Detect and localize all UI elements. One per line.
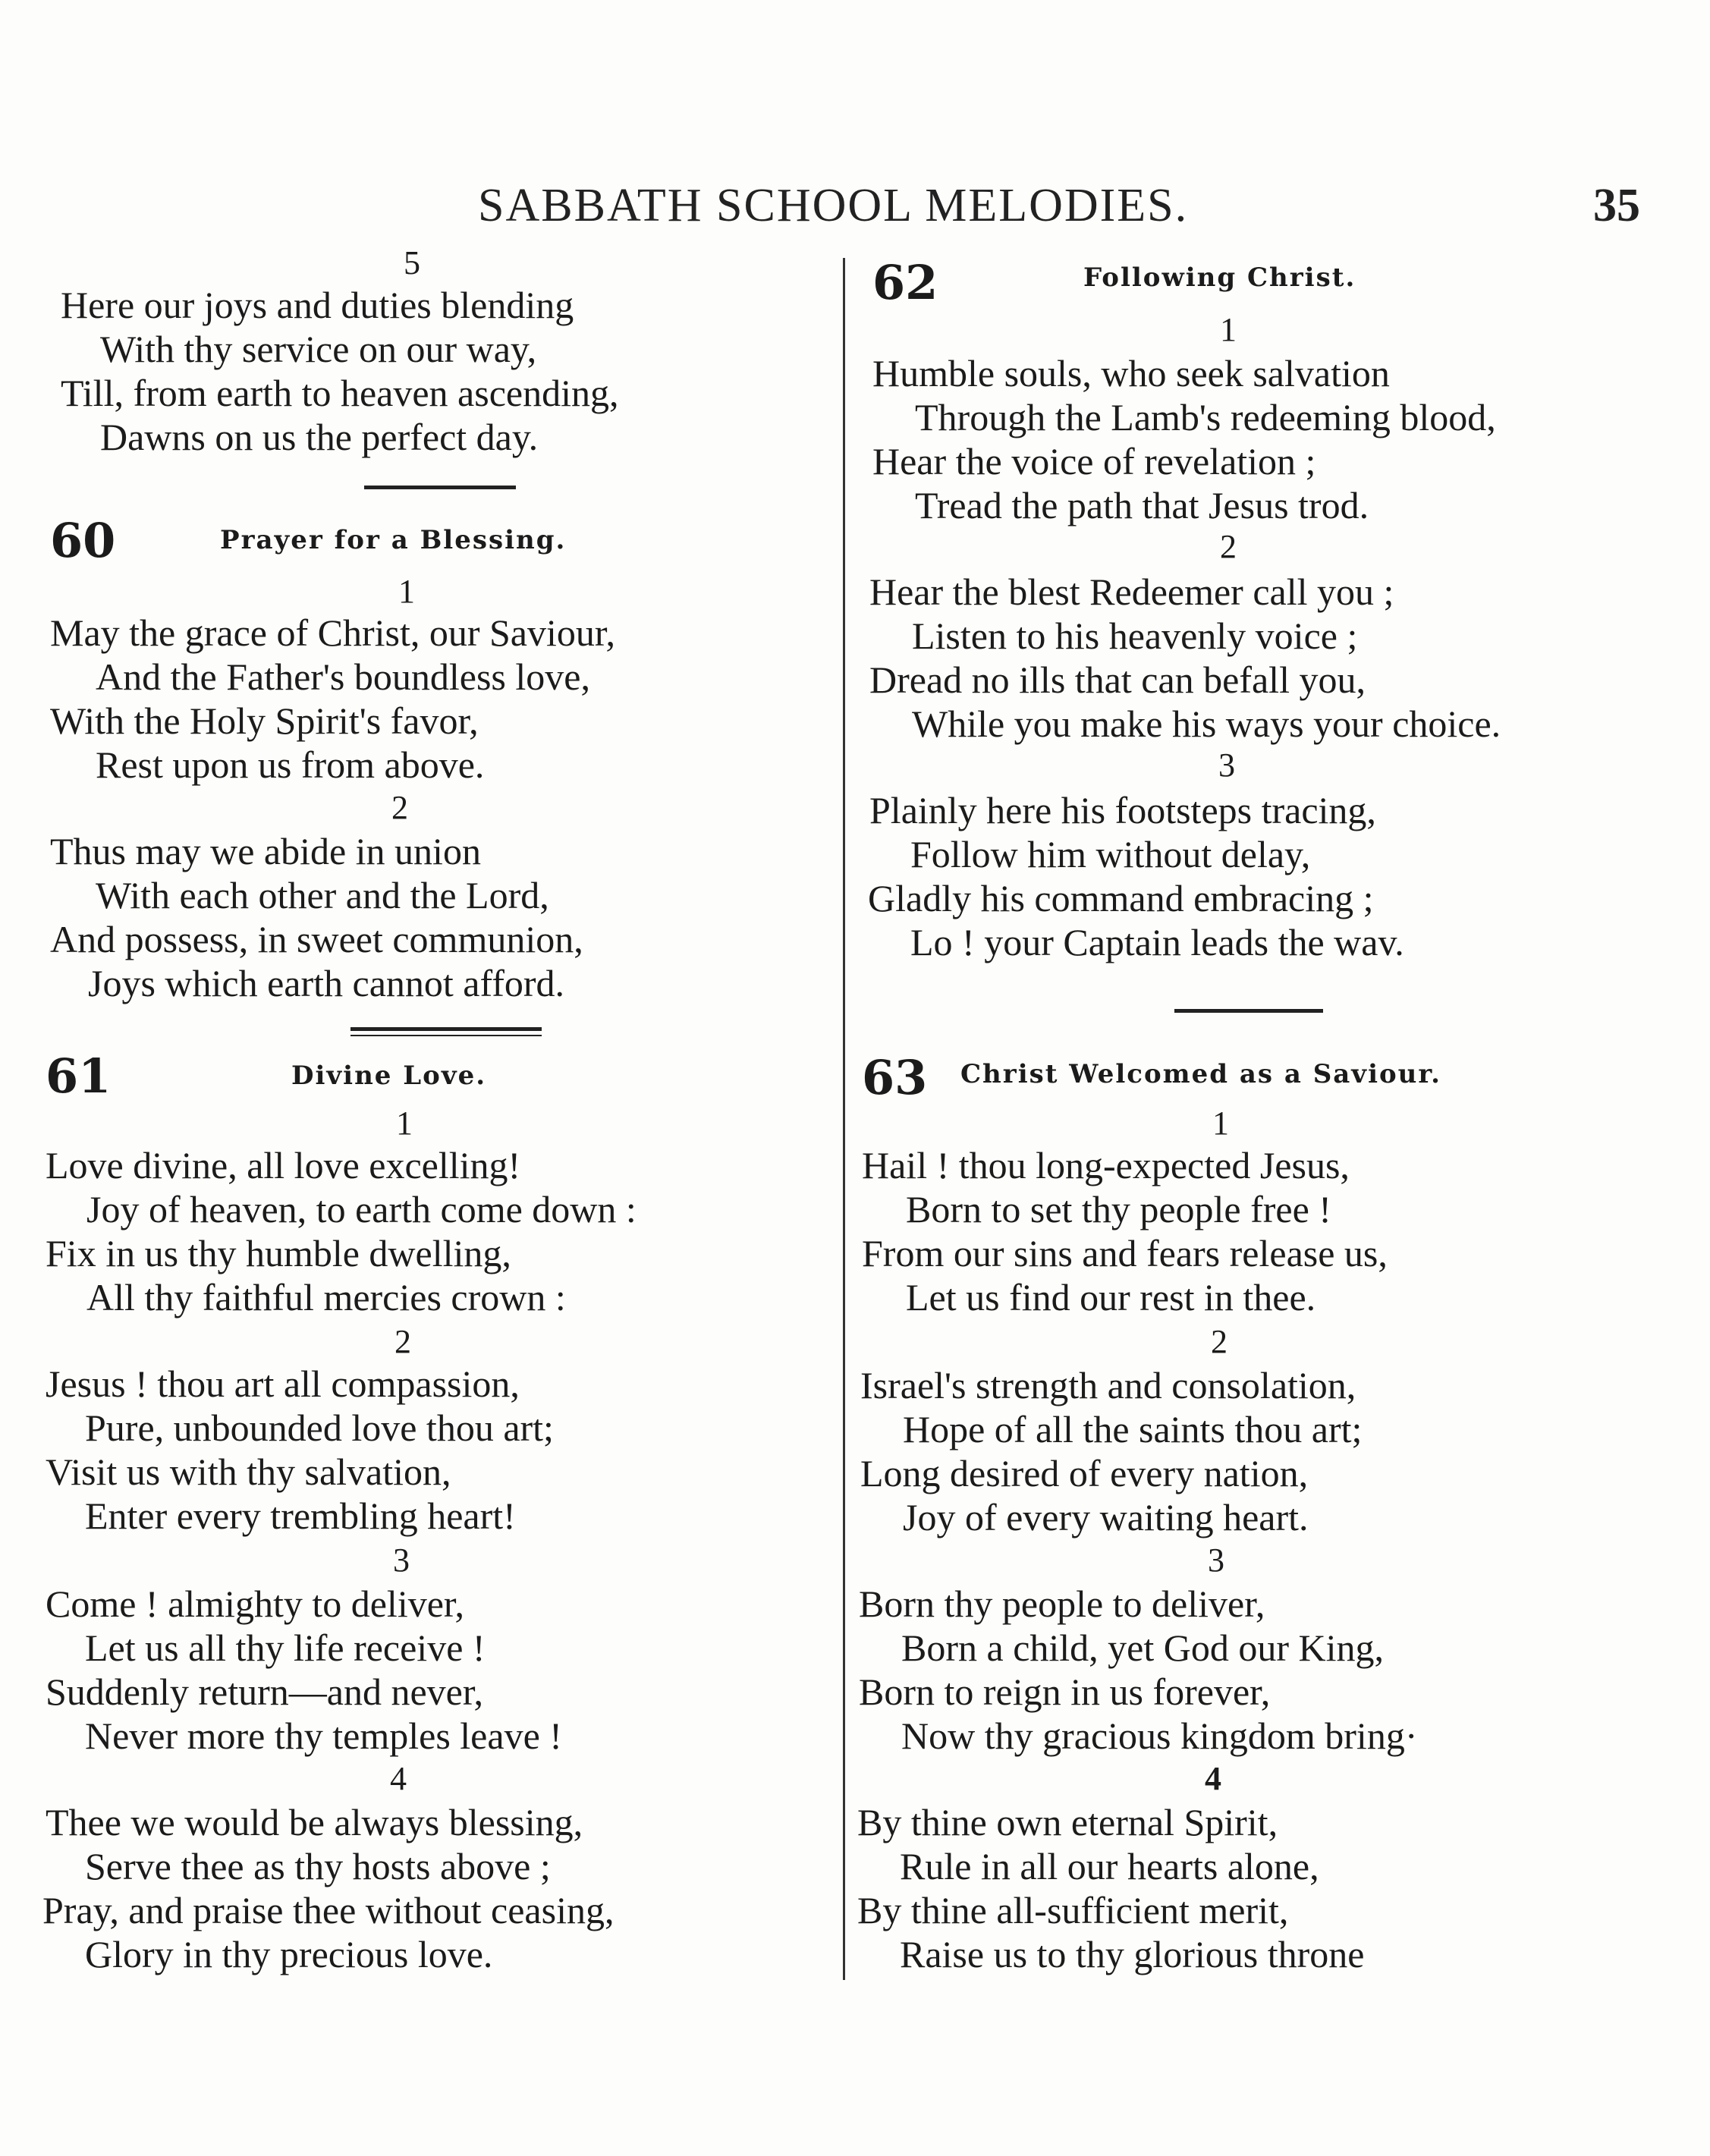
verse-line: Joys which earth cannot afford. <box>88 962 565 1004</box>
verse-line: Enter every trembling heart! <box>85 1494 516 1537</box>
verse-line: And possess, in sweet communion, <box>50 918 583 960</box>
hymn-number: 62 <box>872 255 938 310</box>
hymn-number: 60 <box>50 513 116 568</box>
verse-line: May the grace of Christ, our Saviour, <box>50 611 616 654</box>
hymn-title: Prayer for a Blessing. <box>220 525 567 555</box>
verse-line: Love divine, all love excelling! <box>46 1144 521 1186</box>
stanza-label: 3 <box>1208 1542 1224 1579</box>
verse-line: From our sins and fears release us, <box>862 1232 1388 1274</box>
verse-line: Visit us with thy salvation, <box>46 1450 451 1493</box>
page-number: 35 <box>1593 180 1640 231</box>
verse-line: Rule in all our hearts alone, <box>900 1845 1319 1887</box>
verse-line: Hail ! thou long-expected Jesus, <box>862 1144 1350 1186</box>
verse-line: With each other and the Lord, <box>96 874 549 916</box>
verse-line: Come ! almighty to deliver, <box>46 1582 465 1625</box>
stanza-label: 1 <box>398 573 415 610</box>
verse-line: Lo ! your Captain leads the wav. <box>910 921 1404 963</box>
stanza-label: 4 <box>1205 1760 1221 1797</box>
section-rule <box>364 486 516 489</box>
verse-line: Through the Lamb's redeeming blood, <box>915 396 1496 438</box>
verse-line: Pray, and praise thee without ceasing, <box>42 1889 615 1931</box>
verse-line: Thee we would be always blessing, <box>46 1801 583 1843</box>
verse-line: By thine own eternal Spirit, <box>857 1801 1278 1843</box>
stanza-label: 1 <box>396 1105 413 1142</box>
verse-line: Born to reign in us forever, <box>859 1670 1271 1713</box>
verse-line: Jesus ! thou art all compassion, <box>46 1362 520 1405</box>
verse-line: Born thy people to deliver, <box>859 1582 1265 1625</box>
stanza-label: 3 <box>393 1542 410 1579</box>
verse-line: Fix in us thy humble dwelling, <box>46 1232 511 1274</box>
verse-line: Never more thy temples leave ! <box>85 1714 562 1757</box>
verse-line: All thy faithful mercies crown : <box>86 1276 566 1318</box>
verse-line: Let us find our rest in thee. <box>906 1276 1316 1318</box>
verse-line: With thy service on our way, <box>100 328 537 370</box>
verse-line: Listen to his heavenly voice ; <box>912 614 1358 657</box>
verse-line: Pure, unbounded love thou art; <box>85 1406 554 1449</box>
verse-line: Gladly his command embracing ; <box>868 877 1374 919</box>
verse-line: Humble souls, who seek salvation <box>872 352 1390 394</box>
hymn-title: Christ Welcomed as a Saviour. <box>960 1059 1442 1089</box>
stanza-label: 2 <box>391 789 408 826</box>
verse-line: Born a child, yet God our King, <box>901 1626 1385 1669</box>
verse-line: Let us all thy life receive ! <box>85 1626 486 1669</box>
stanza-label: 2 <box>394 1323 411 1360</box>
verse-line: By thine all-sufficient merit, <box>857 1889 1289 1931</box>
verse-line: Follow him without delay, <box>910 833 1311 875</box>
verse-line: Here our joys and duties blending <box>61 284 574 326</box>
verse-line: Plainly here his footsteps tracing, <box>869 789 1376 831</box>
verse-line: Israel's strength and consolation, <box>860 1364 1356 1406</box>
verse-line: Hear the voice of revelation ; <box>872 440 1316 482</box>
verse-line: Thus may we abide in union <box>50 830 481 872</box>
section-rule <box>350 1035 542 1036</box>
hymn-number: 63 <box>862 1050 928 1105</box>
column-divider <box>843 258 845 1980</box>
verse-line: Dread no ills that can befall you, <box>869 658 1366 701</box>
hymn-title: Divine Love. <box>291 1061 487 1091</box>
stanza-label: 2 <box>1220 528 1237 565</box>
verse-line: Raise us to thy glorious throne <box>900 1933 1365 1975</box>
hymn-title: Following Christ. <box>1083 262 1356 293</box>
verse-line: Rest upon us from above. <box>96 743 485 786</box>
stanza-label: 5 <box>404 244 420 281</box>
verse-line: Tread the path that Jesus trod. <box>915 484 1369 526</box>
verse-line: Hear the blest Redeemer call you ; <box>869 570 1394 613</box>
stanza-label: 1 <box>1212 1105 1229 1142</box>
verse-line: With the Holy Spirit's favor, <box>50 699 479 742</box>
verse-line: Joy of every waiting heart. <box>903 1496 1309 1538</box>
stanza-label: 4 <box>390 1760 407 1797</box>
verse-line: While you make his ways your choice. <box>912 702 1501 745</box>
verse-line: Till, from earth to heaven ascending, <box>61 372 619 414</box>
verse-line: Dawns on us the perfect day. <box>100 416 539 458</box>
verse-line: Born to set thy people free ! <box>906 1188 1331 1230</box>
verse-line: Serve thee as thy hosts above ; <box>85 1845 551 1887</box>
verse-line: Now thy gracious kingdom bring· <box>901 1714 1418 1757</box>
verse-line: Suddenly return—and never, <box>46 1670 484 1713</box>
section-rule <box>350 1027 542 1031</box>
hymn-number: 61 <box>46 1048 112 1104</box>
verse-line: Long desired of every nation, <box>860 1452 1309 1494</box>
section-rule <box>1174 1009 1323 1013</box>
stanza-label: 3 <box>1218 746 1235 784</box>
verse-line: Joy of heaven, to earth come down : <box>86 1188 637 1230</box>
verse-line: Glory in thy precious love. <box>85 1933 493 1975</box>
verse-line: Hope of all the saints thou art; <box>903 1408 1363 1450</box>
stanza-label: 2 <box>1211 1323 1227 1360</box>
stanza-label: 1 <box>1220 311 1237 348</box>
running-header: SABBATH SCHOOL MELODIES. <box>478 180 1189 231</box>
verse-line: And the Father's boundless love, <box>96 655 590 698</box>
